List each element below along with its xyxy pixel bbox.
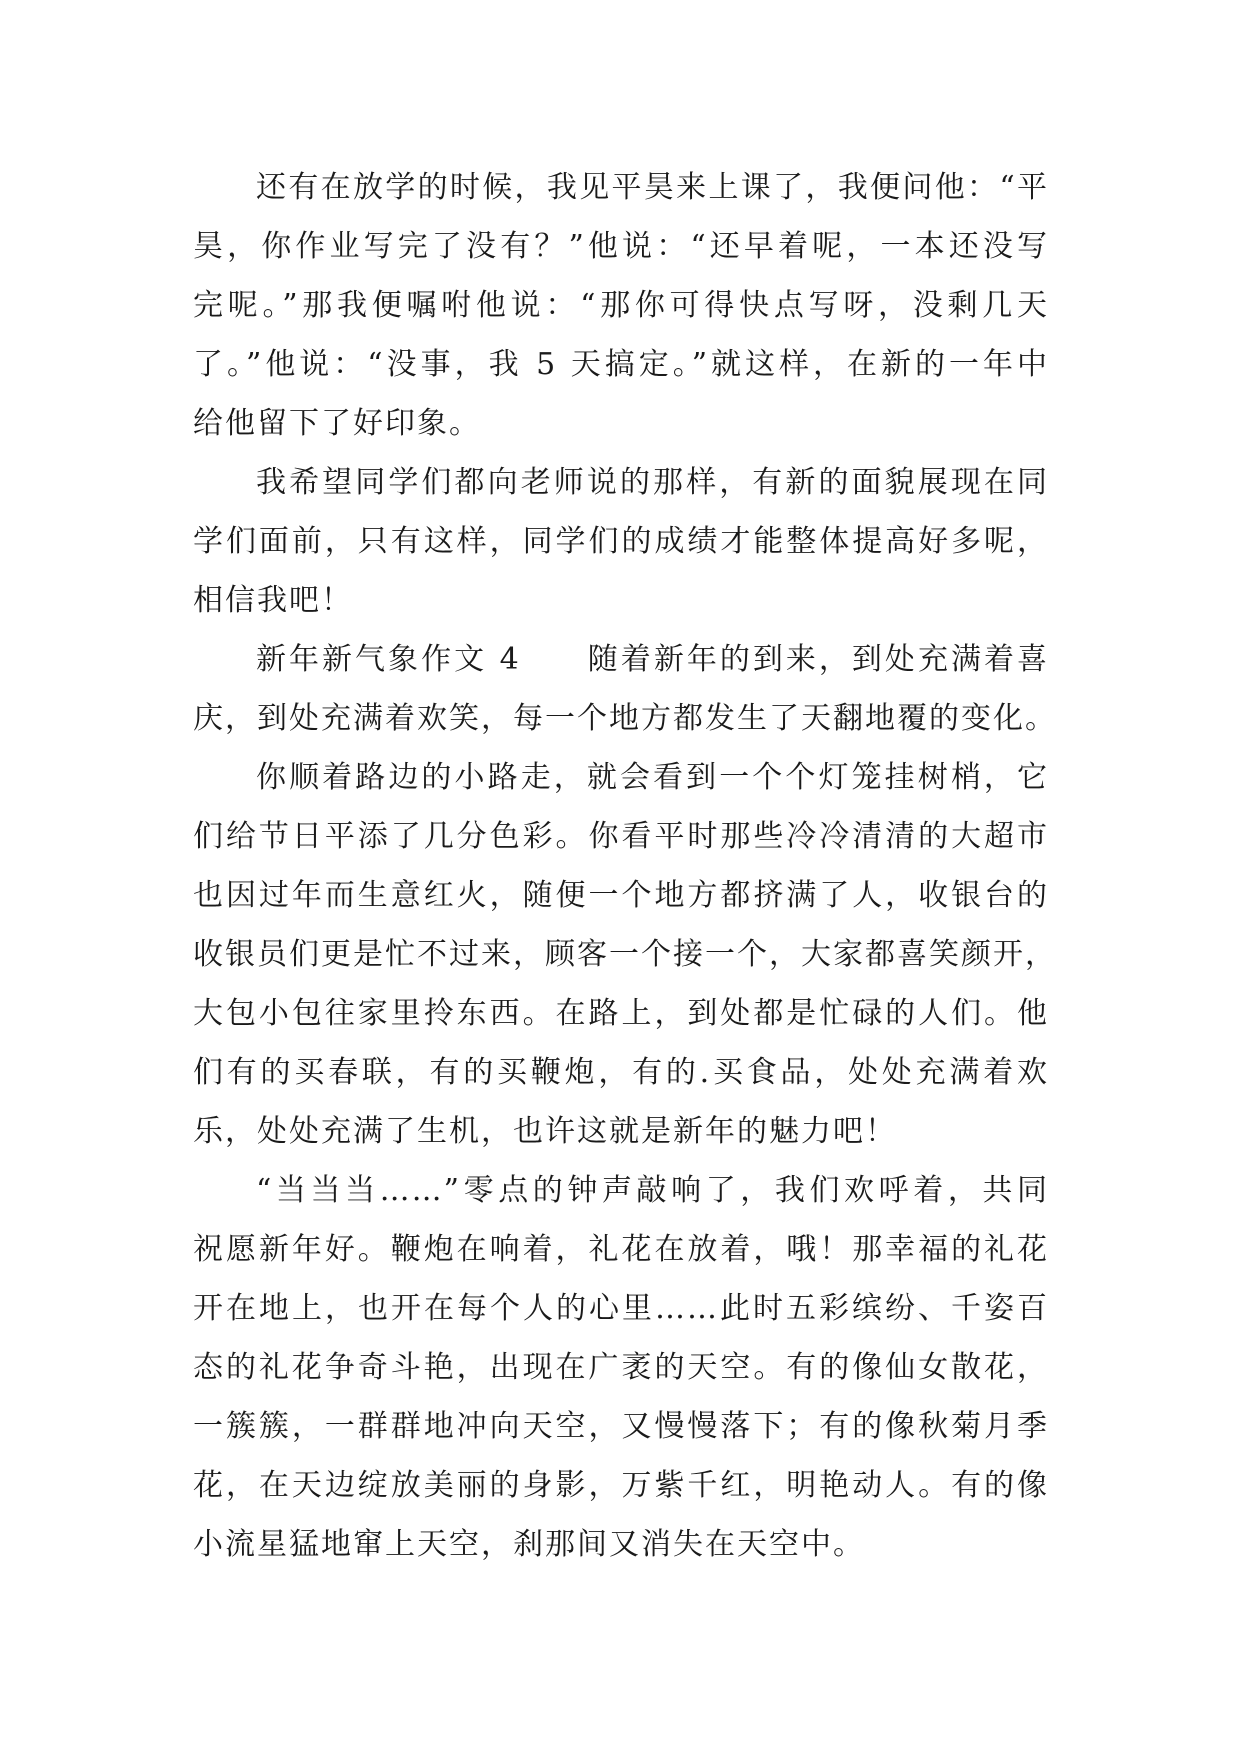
text-line: 大包小包往家里拎东西。在路上，到处都是忙碌的人们。他 [193, 996, 1049, 1031]
text-line: 也因过年而生意红火，随便一个地方都挤满了人，收银台的 [193, 878, 1049, 913]
text-line: 小流星猛地窜上天空，刹那间又消失在天空中。 [193, 1527, 865, 1562]
text-line: 完呢。”那我便嘱咐他说：“那你可得快点写呀，没剩几天 [193, 288, 1049, 323]
text-line: 们有的买春联，有的买鞭炮，有的.买食品，处处充满着欢 [193, 1055, 1049, 1090]
text-line: 花，在天边绽放美丽的身影，万紫千红，明艳动人。有的像 [193, 1468, 1049, 1503]
text-line: 了。”他说：“没事，我 5 天搞定。”就这样，在新的一年中 [193, 347, 1049, 382]
text-line: 收银员们更是忙不过来，顾客一个接一个，大家都喜笑颜开， [193, 937, 1057, 972]
text-line: 我希望同学们都向老师说的那样，有新的面貌展现在同 [256, 465, 1049, 500]
text-line: 乐，处处充满了生机，也许这就是新年的魅力吧！ [193, 1114, 897, 1149]
text-line: 开在地上，也开在每个人的心里……此时五彩缤纷、千姿百 [193, 1291, 1049, 1326]
text-line: 相信我吧！ [193, 583, 353, 618]
essay-body [193, 158, 1057, 1574]
text-line: 还有在放学的时候，我见平昊来上课了，我便问他：“平 [256, 170, 1049, 205]
text-line: 一簇簇，一群群地冲向天空，又慢慢落下；有的像秋菊月季 [193, 1409, 1049, 1444]
text-line: “当当当……”零点的钟声敲响了，我们欢呼着，共同 [256, 1173, 1049, 1208]
text-line: 给他留下了好印象。 [193, 406, 481, 441]
text-line: 你顺着路边的小路走，就会看到一个个灯笼挂树梢，它 [256, 760, 1049, 795]
text-line: 庆，到处充满着欢笑，每一个地方都发生了天翻地覆的变化。 [193, 701, 1057, 736]
text-line: 学们面前，只有这样，同学们的成绩才能整体提高好多呢， [193, 524, 1049, 559]
text-line: 新年新气象作文 4 随着新年的到来，到处充满着喜 [256, 642, 1049, 677]
text-line: 昊，你作业写完了没有？”他说：“还早着呢，一本还没写 [193, 229, 1049, 264]
text-line: 们给节日平添了几分色彩。你看平时那些冷冷清清的大超市 [193, 819, 1049, 854]
text-line: 态的礼花争奇斗艳，出现在广袤的天空。有的像仙女散花， [193, 1350, 1049, 1385]
text-line: 祝愿新年好。鞭炮在响着，礼花在放着，哦！那幸福的礼花 [193, 1232, 1049, 1267]
